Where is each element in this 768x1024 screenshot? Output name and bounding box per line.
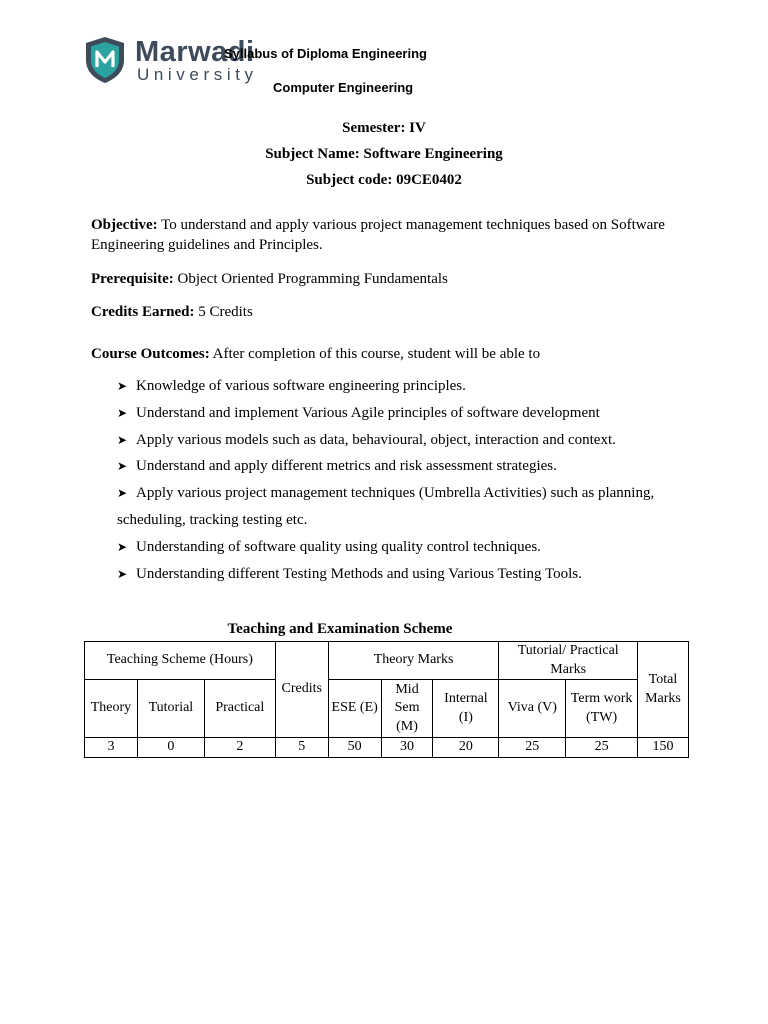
department-heading: Computer Engineering	[273, 80, 414, 95]
header-tutorial: Tutorial	[137, 680, 204, 738]
header-viva: Viva (V)	[499, 680, 566, 738]
header-midsem: Mid Sem (M)	[381, 680, 433, 738]
cell-total: 150	[638, 738, 689, 758]
outcomes-list	[117, 377, 697, 592]
cell-tutorial: 0	[137, 738, 204, 758]
arrow-bullet-icon: ➤	[117, 405, 128, 420]
list-item: ➤ Understanding of software quality using quality control techniques.	[117, 538, 541, 555]
list-item: ➤ Understand and implement Various Agile principles of software development	[117, 404, 600, 421]
cell-theory: 3	[85, 738, 138, 758]
course-outcomes-label: Course Outcomes:	[91, 346, 210, 362]
credits-text: 5 Credits	[198, 304, 253, 320]
cell-credits: 5	[275, 738, 328, 758]
logo-wordmark: Marwadi	[135, 36, 255, 68]
header-theory-marks: Theory Marks	[328, 642, 499, 680]
header-teaching-scheme: Teaching Scheme (Hours)	[85, 642, 276, 680]
cell-internal: 20	[433, 738, 499, 758]
prerequisite-label: Prerequisite:	[91, 271, 174, 287]
arrow-bullet-icon: ➤	[117, 432, 128, 447]
list-item: ➤ Knowledge of various software engineering principles.	[117, 378, 466, 394]
prerequisite	[91, 270, 691, 290]
logo-subtitle: University	[137, 65, 258, 84]
arrow-bullet-icon: ➤	[117, 486, 128, 501]
course-outcomes-text: After completion of this course, student will be able to	[212, 346, 541, 362]
cell-midsem: 30	[381, 738, 433, 758]
table-row	[85, 738, 689, 758]
header-credits: Credits	[275, 642, 328, 738]
arrow-bullet-icon: ➤	[117, 459, 128, 474]
objective-text: To understand and apply various project management techniques based on Software Engineering guidelines and Principles.	[91, 217, 665, 253]
objective	[91, 216, 691, 255]
header-practical: Practical	[204, 680, 275, 738]
table-title: Teaching and Examination Scheme	[227, 621, 453, 637]
header-ese: ESE (E)	[328, 680, 381, 738]
cell-viva: 25	[499, 738, 566, 758]
arrow-bullet-icon: ➤	[117, 566, 128, 581]
header-termwork: Term work (TW)	[566, 680, 638, 738]
list-item: ➤ Understand and apply different metrics and risk assessment strategies.	[117, 458, 557, 475]
credits-label: Credits Earned:	[91, 304, 195, 320]
shield-logo-icon	[84, 36, 126, 84]
semester: Semester: IV	[342, 120, 426, 136]
arrow-bullet-icon: ➤	[117, 539, 128, 554]
subject-code: Subject code: 09CE0402	[306, 172, 462, 188]
list-item: ➤ Apply various models such as data, behavioural, object, interaction and context.	[117, 431, 616, 448]
cell-ese: 50	[328, 738, 381, 758]
teaching-scheme-table	[84, 641, 689, 758]
cell-termwork: 25	[566, 738, 638, 758]
prerequisite-text: Object Oriented Programming Fundamentals	[177, 271, 448, 287]
list-item: ➤ Understanding different Testing Methods and using Various Testing Tools.	[117, 565, 582, 582]
syllabus-heading: Syllabus of Diploma Engineering	[224, 46, 427, 61]
arrow-bullet-icon: ➤	[117, 379, 128, 393]
subject-name: Subject Name: Software Engineering	[265, 146, 503, 162]
list-item: ➤ Apply various project management techniques (Umbrella Activities) such as planning, scheduling, tracking testing etc.	[117, 485, 655, 529]
cell-practical: 2	[204, 738, 275, 758]
header-tutorial-marks: Tutorial/ Practical Marks	[499, 642, 638, 680]
objective-label: Objective:	[91, 217, 158, 233]
header-total-marks: Total Marks	[638, 642, 689, 738]
credits-earned	[91, 303, 691, 323]
header-theory: Theory	[85, 680, 138, 738]
header-internal: Internal (I)	[433, 680, 499, 738]
course-outcomes	[91, 345, 691, 365]
